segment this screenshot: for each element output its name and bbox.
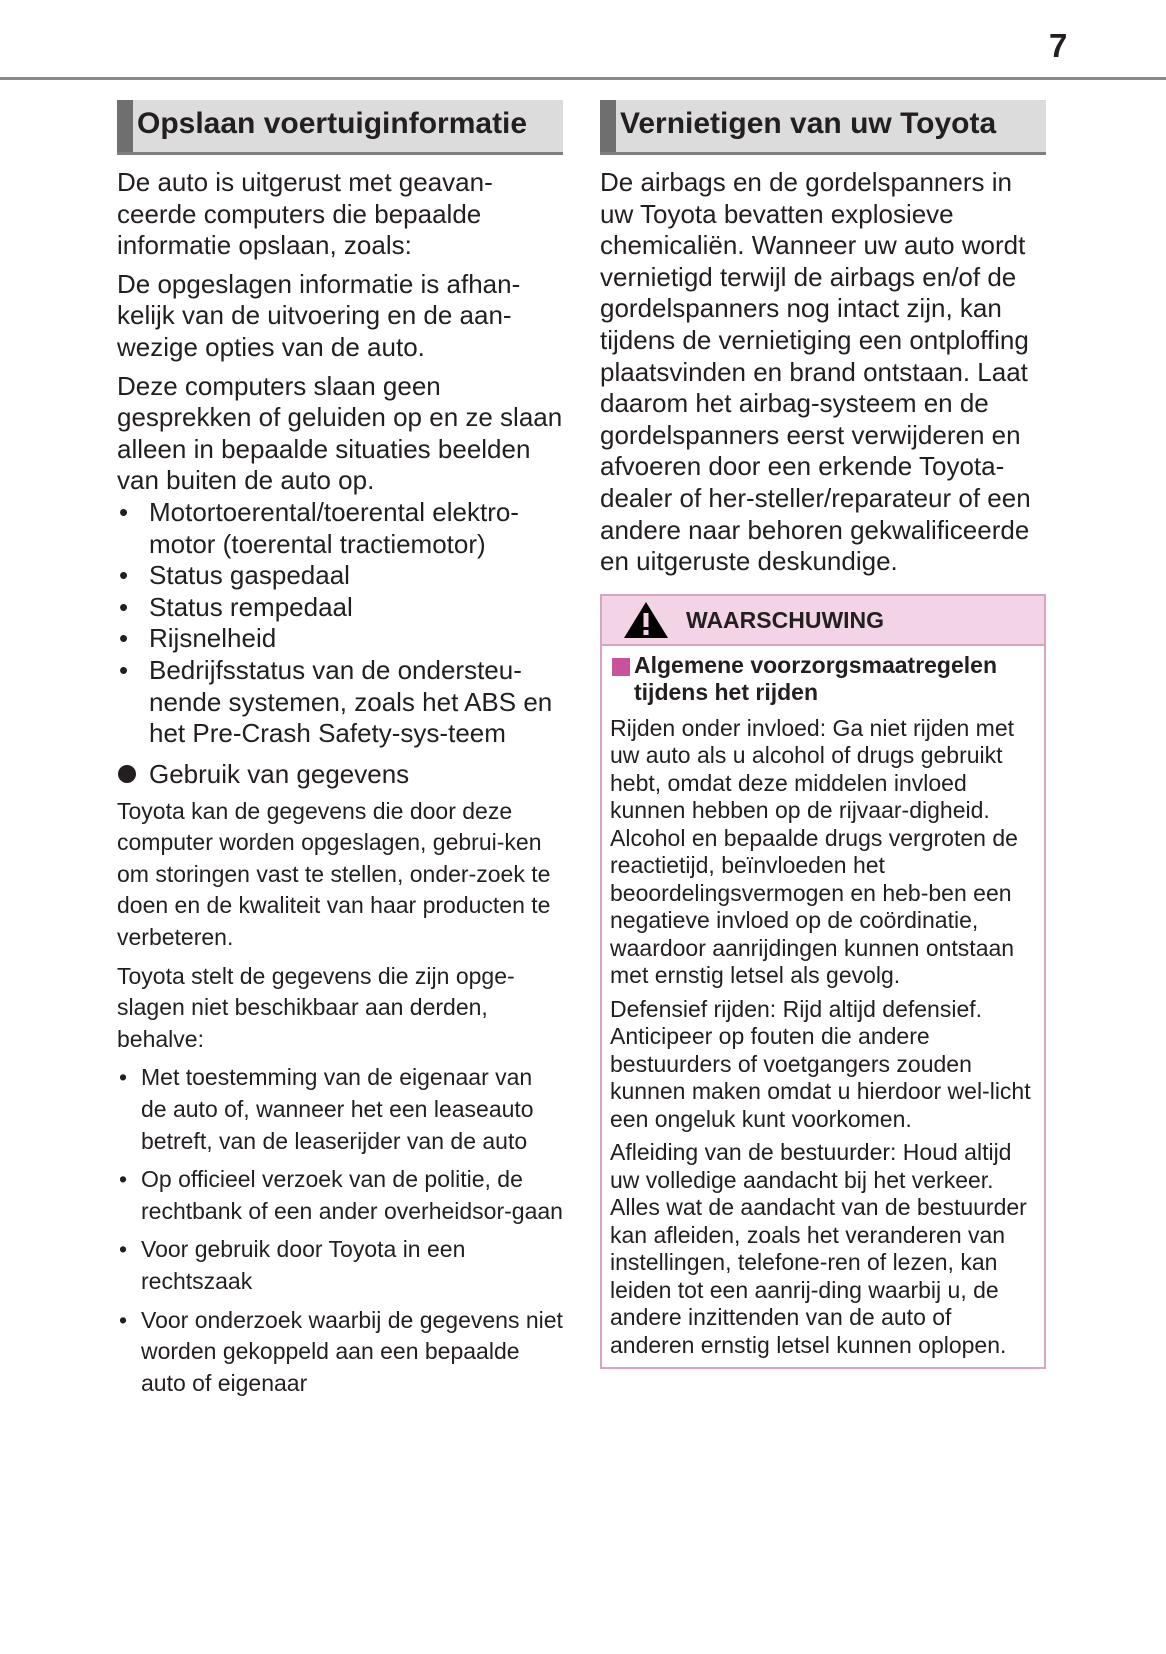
warning-title: WAARSCHUWING bbox=[686, 606, 885, 633]
list-item: • Voor gebruik door Toyota in een rechtszaak bbox=[119, 1236, 466, 1294]
warning-header bbox=[602, 596, 1044, 646]
warning-subtitle: Algemene voorzorgsmaatregelen tijdens het rijden bbox=[610, 652, 1034, 707]
list-item: • Motortoerental/toerental elektro-motor (toerental tractiemotor) bbox=[119, 496, 519, 559]
stored-data-list bbox=[117, 497, 563, 750]
bullet: • bbox=[119, 1236, 128, 1263]
exceptions-list bbox=[117, 1062, 563, 1399]
section-title: Vernietigen van uw Toyota bbox=[620, 107, 997, 140]
paragraph: Toyota kan de gegevens die door deze computer worden opgeslagen, gebrui-ken om storingen vast te stellen, onder-zoek te doen en de kwaliteit van haar producten te verbeteren. bbox=[117, 797, 551, 951]
warning-triangle-icon bbox=[622, 600, 670, 640]
usage-text bbox=[117, 796, 563, 1056]
subheading-data-usage: Gebruik van gegevens bbox=[117, 758, 563, 790]
paragraph: De airbags en de gordelspanners in uw Toyota bevatten explosieve chemicaliën. Wanneer uw auto wordt vernietigd terwijl de airbags en/of de gordelspanners nog intact zijn, kan tijdens de vernietiging een ontploffing plaatsvinden en brand ontstaan. Laat daarom het airbag-systeem en de gordelspanners eerst verwijderen en afvoeren door een erkende Toyota-dealer of her-steller/reparateur of een andere naar behoren gekwalificeerde en uitgeruste deskundige. bbox=[600, 167, 1031, 577]
heading-accent-bar bbox=[600, 100, 616, 152]
bullet: • bbox=[119, 591, 129, 622]
bullet: • bbox=[119, 1166, 128, 1193]
list-item: • Op officieel verzoek van de politie, de rechtbank of een ander overheidsor-gaan bbox=[119, 1166, 563, 1224]
list-item: • Bedrijfsstatus van de ondersteu-nende systemen, zoals het ABS en het Pre-Crash Safety-sys-teem bbox=[119, 654, 553, 749]
intro-text bbox=[117, 167, 563, 497]
section-heading-scrapping bbox=[600, 100, 1046, 155]
section-title: Opslaan voertuiginformatie bbox=[137, 107, 528, 140]
warning-body bbox=[602, 646, 1044, 1368]
paragraph: De auto is uitgerust met geavan-ceerde computers die bepaalde informatie opslaan, zoals: bbox=[117, 167, 493, 261]
header-rule bbox=[0, 77, 1166, 80]
paragraph: De opgeslagen informatie is afhan-kelijk van de uitvoering en de aan-wezige opties van de auto. bbox=[117, 268, 521, 362]
left-column bbox=[117, 100, 563, 1406]
square-marker-icon bbox=[612, 658, 630, 676]
warning-paragraph: Rijden onder invloed: Ga niet rijden met uw auto als u alcohol of drugs gebruikt hebt, omdat deze middelen invloed kunnen hebben op de rijvaar-digheid. Alcohol en bepaalde drugs vergroten de reactietijd, beïnvloeden het beoordelingsvermogen en heb-ben een negatieve invloed op de coördinatie, waardoor aanrijdingen kunnen ontstaan met ernstig letsel als gevolg. bbox=[610, 714, 1018, 989]
warning-box bbox=[600, 594, 1046, 1370]
bullet: • bbox=[119, 654, 129, 685]
page-number: 7 bbox=[1049, 27, 1068, 64]
list-item: • Status gaspedaal bbox=[119, 560, 350, 591]
filled-circle-icon bbox=[118, 765, 136, 783]
list-item: • Voor onderzoek waarbij de gegevens niet worden gekoppeld aan een bepaalde auto of eigenaar bbox=[119, 1306, 563, 1396]
section-heading-store-info bbox=[117, 100, 563, 155]
bullet: • bbox=[119, 1064, 128, 1091]
right-column bbox=[600, 100, 1046, 1369]
warning-paragraph: Afleiding van de bestuurder: Houd altijd uw volledige aandacht bij het verkeer. Alles wat de aandacht van de bestuurder kan afleiden, zoals het veranderen van instellingen, telefone-ren of lezen, kan leiden tot een aanrij-ding waarbij u, de andere inzittenden van de auto of anderen ernstig letsel kunnen oplopen. bbox=[610, 1139, 1027, 1358]
heading-accent-bar bbox=[117, 100, 133, 152]
bullet: • bbox=[119, 1306, 128, 1333]
warning-paragraph: Defensief rijden: Rijd altijd defensief. Anticipeer op fouten die andere bestuurders of voetgangers zouden kunnen maken omdat u hierdoor wel-licht een ongeluk kunt voorkomen. bbox=[610, 995, 1031, 1132]
paragraph: Toyota stelt de gegevens die zijn opge-slagen niet beschikbaar aan derden, behalve: bbox=[117, 962, 515, 1052]
list-item: • Status rempedaal bbox=[119, 591, 353, 622]
bullet: • bbox=[119, 496, 129, 527]
bullet: • bbox=[119, 623, 129, 654]
paragraph: Deze computers slaan geen gesprekken of geluiden op en ze slaan alleen in bepaalde situaties beelden van buiten de auto op. bbox=[117, 370, 563, 496]
list-item: • Rijsnelheid bbox=[119, 623, 277, 654]
bullet: • bbox=[119, 560, 129, 591]
list-item: • Met toestemming van de eigenaar van de auto of, wanneer het een leaseauto betreft, van de leaserijder van de auto bbox=[119, 1064, 534, 1154]
